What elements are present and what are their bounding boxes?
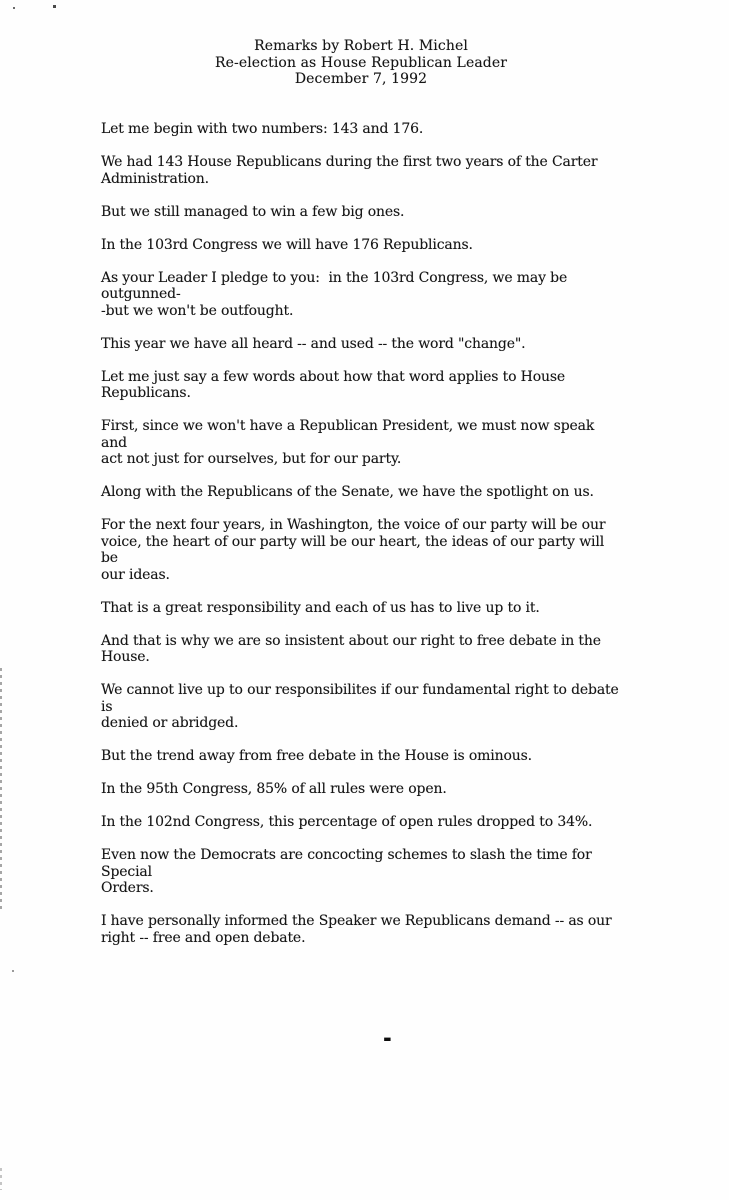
text-line: voice, the heart of our party will be our heart, the ideas of our party will be <box>101 533 609 566</box>
paragraph <box>101 270 623 320</box>
paragraph <box>101 682 623 732</box>
footer-dash-mark: - <box>383 1024 392 1052</box>
text-line: right -- free and open debate. <box>101 929 306 946</box>
paragraph <box>101 517 623 583</box>
text-line: We cannot live up to our responsibilites if our fundamental right to debate is <box>101 682 623 715</box>
scan-speck-artifact <box>13 7 15 9</box>
scan-speck-artifact <box>53 5 56 8</box>
text-line: First, since we won't have a Republican President, we must now speak and <box>101 418 599 451</box>
header-line: Re-election as House Republican Leader <box>214 54 508 71</box>
header-line: Remarks by Robert H. Michel <box>254 38 468 54</box>
text-line: Orders. <box>101 880 154 896</box>
text-line: In the 102nd Congress, this percentage of open rules dropped to 34%. <box>101 814 593 830</box>
text-line: Republicans. <box>101 385 191 401</box>
text-line: For the next four years, in Washington, the voice of our party will be our <box>101 517 606 533</box>
paragraph <box>101 418 623 468</box>
text-line: This year we have all heard -- and used -- the word "change". <box>101 335 526 352</box>
document-header <box>101 38 621 88</box>
paragraph <box>101 484 623 501</box>
text-line: -but we won't be outfought. <box>101 302 294 319</box>
paragraph <box>101 154 623 187</box>
text-line: Let me begin with two numbers: 143 and 176. <box>101 121 424 137</box>
document-body <box>101 121 623 963</box>
text-line: But we still managed to win a few big ones. <box>101 203 405 220</box>
paragraph <box>101 336 623 353</box>
text-line: Along with the Republicans of the Senate, we have the spotlight on us. <box>101 484 594 500</box>
text-line: I have personally informed the Speaker we Republicans demand -- as our <box>101 913 612 929</box>
text-line: We had 143 House Republicans during the first two years of the Carter <box>101 154 598 170</box>
scan-speck-artifact <box>12 970 14 972</box>
text-line: In the 95th Congress, 85% of all rules were open. <box>101 781 447 797</box>
text-line: denied or abridged. <box>101 715 239 731</box>
paragraph <box>101 748 623 765</box>
text-line: And that is why we are so insistent about our right to free debate in the <box>101 632 601 649</box>
paragraph <box>101 204 623 221</box>
header-line: December 7, 1992 <box>294 71 428 87</box>
paragraph <box>101 781 623 798</box>
paragraph <box>101 600 623 617</box>
left-margin-scan-dashes <box>0 1168 2 1190</box>
text-line: As your Leader I pledge to you: in the 103rd Congress, we may be outgunned- <box>101 269 572 302</box>
paragraph <box>101 814 623 831</box>
text-line: Let me just say a few words about how that word applies to House <box>101 368 566 385</box>
text-line: Administration. <box>101 170 209 187</box>
paragraph <box>101 633 623 666</box>
paragraph <box>101 237 623 254</box>
paragraph <box>101 121 623 138</box>
text-line: Even now the Democrats are concocting schemes to slash the time for Special <box>101 847 596 880</box>
text-line: That is a great responsibility and each of us has to live up to it. <box>101 599 540 616</box>
text-line: our ideas. <box>101 566 170 583</box>
text-line: In the 103rd Congress we will have 176 Republicans. <box>101 236 473 253</box>
paragraph <box>101 913 623 946</box>
text-line: But the trend away from free debate in the House is ominous. <box>101 748 532 764</box>
paragraph <box>101 847 623 897</box>
left-margin-scan-dashes <box>0 668 2 912</box>
text-line: House. <box>101 649 150 665</box>
paragraph <box>101 369 623 402</box>
text-line: act not just for ourselves, but for our party. <box>101 451 402 467</box>
